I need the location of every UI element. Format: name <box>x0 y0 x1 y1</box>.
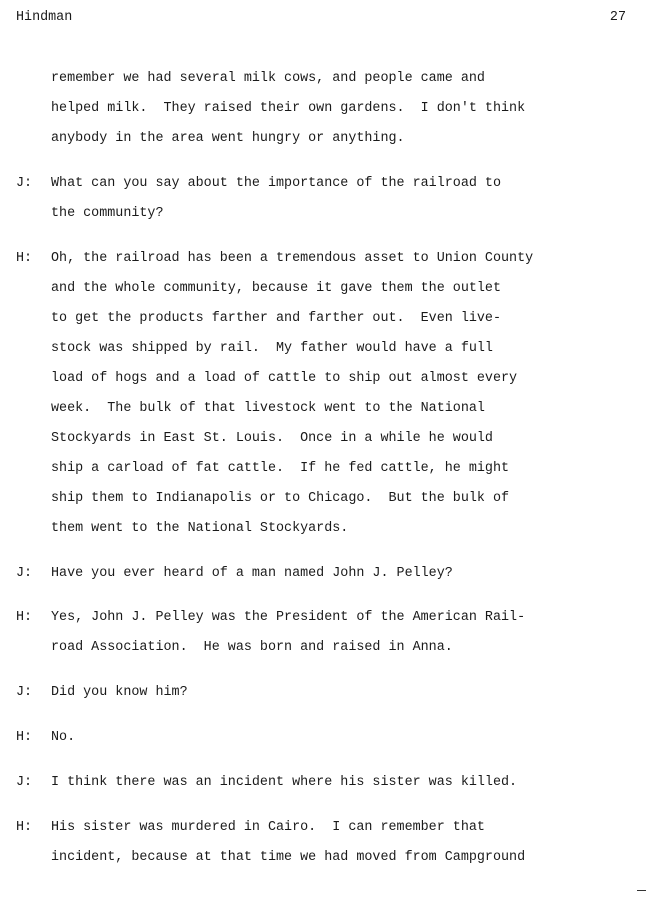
text-line: I think there was an incident where his sister was killed. <box>51 775 518 790</box>
speaker-label: H: <box>16 610 33 625</box>
text-line: load of hogs and a load of cattle to ship out almost every <box>51 371 518 386</box>
text-line: Have you ever heard of a man named John J. Pelley? <box>51 566 453 581</box>
speaker-label: H: <box>16 251 33 266</box>
speaker-label: H: <box>16 820 33 835</box>
speaker-label: J: <box>16 566 33 581</box>
text-line: Oh, the railroad has been a tremendous asset to Union County <box>51 251 534 266</box>
page-edge-mark <box>637 890 646 891</box>
speaker-label: J: <box>16 685 33 700</box>
text-line: to get the products farther and farther out. Even live- <box>51 311 501 326</box>
text-line: stock was shipped by rail. My father would have a full <box>51 341 493 356</box>
text-line: helped milk. They raised their own gardens. I don't think <box>51 101 526 116</box>
text-line: anybody in the area went hungry or anything. <box>51 131 405 146</box>
speaker-label: H: <box>16 730 33 745</box>
speaker-label: J: <box>16 775 33 790</box>
text-line: His sister was murdered in Cairo. I can remember that <box>51 820 485 835</box>
text-line: No. <box>51 730 76 745</box>
text-line: What can you say about the importance of the railroad to <box>51 176 501 191</box>
text-line: Yes, John J. Pelley was the President of the American Rail- <box>51 610 526 625</box>
text-line: road Association. He was born and raised in Anna. <box>51 640 453 655</box>
text-line: ship them to Indianapolis or to Chicago. But the bulk of <box>51 491 510 506</box>
text-line: Stockyards in East St. Louis. Once in a while he would <box>51 431 493 446</box>
page-number: 27 <box>609 10 626 25</box>
text-line: week. The bulk of that livestock went to the National <box>51 401 485 416</box>
text-line: the community? <box>51 206 164 221</box>
header-name: Hindman <box>16 10 73 25</box>
text-line: incident, because at that time we had moved from Campground <box>51 850 526 865</box>
speaker-label: J: <box>16 176 33 191</box>
text-line: ship a carload of fat cattle. If he fed cattle, he might <box>51 461 510 476</box>
text-line: them went to the National Stockyards. <box>51 521 349 536</box>
text-line: Did you know him? <box>51 685 188 700</box>
text-line: remember we had several milk cows, and people came and <box>51 71 485 86</box>
text-line: and the whole community, because it gave them the outlet <box>51 281 501 296</box>
